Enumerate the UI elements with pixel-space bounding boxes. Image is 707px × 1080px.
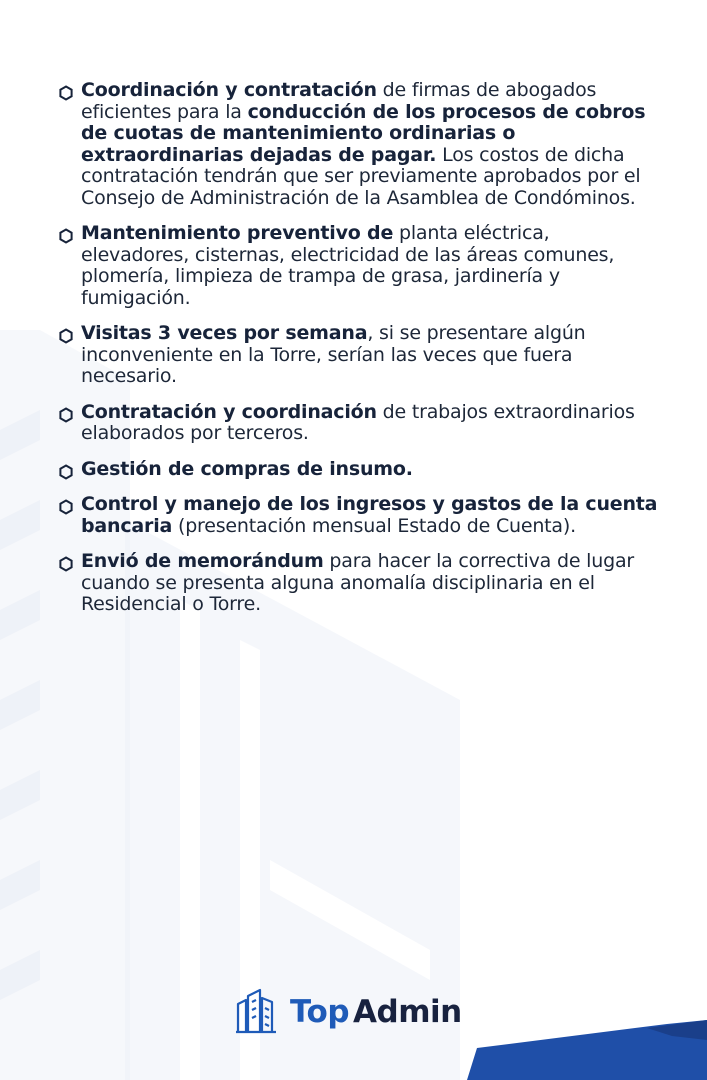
text-phrase: (presentación mensual Estado de Cuenta). bbox=[172, 514, 576, 537]
list-item-text bbox=[81, 551, 658, 616]
list-item bbox=[58, 459, 658, 481]
text-phrase: planta eléctrica, elevadores, cisternas, electricidad de las áreas comunes, plomería, limpieza de trampa de grasa, jardinería y fumigación. bbox=[81, 222, 615, 309]
bold-phrase: Coordinación y contratación bbox=[81, 79, 377, 101]
bold-phrase: Control y manejo de los ingresos y gastos de la cuenta bancaria bbox=[81, 493, 658, 537]
list-item bbox=[58, 323, 658, 388]
list-item bbox=[58, 223, 658, 309]
hexagon-bullet-icon bbox=[58, 464, 74, 480]
list-item bbox=[58, 494, 658, 537]
logo-word-admin: Admin bbox=[353, 994, 462, 1030]
building-logo-icon bbox=[234, 988, 280, 1036]
text-phrase: , si se presentare algún inconveniente en la Torre, serían las veces que fuera necesario. bbox=[81, 322, 586, 387]
bold-phrase: Envió de memorándum bbox=[81, 550, 324, 572]
text-phrase: de trabajos extraordinarios elaborados por terceros. bbox=[81, 400, 635, 444]
list-item-text bbox=[81, 323, 658, 388]
hexagon-bullet-icon bbox=[58, 556, 74, 572]
list-item-text bbox=[81, 402, 658, 445]
list-item-text bbox=[81, 494, 658, 537]
text-phrase: Los costos de dicha contratación tendrán que ser previamente aprobados por el Consejo de Administración de la Asamblea de Condóminos. bbox=[81, 143, 641, 209]
bold-phrase: Gestión de compras de insumo. bbox=[81, 457, 413, 480]
text-phrase: para hacer la correctiva de lugar cuando se presenta alguna anomalía disciplinaria en el Residencial o Torre. bbox=[81, 550, 634, 615]
bold-phrase: conducción de los procesos de cobros de cuotas de mantenimiento ordinarias o extraordinarias dejadas de pagar. bbox=[81, 100, 646, 166]
hexagon-bullet-icon bbox=[58, 499, 74, 515]
hexagon-bullet-icon bbox=[58, 407, 74, 423]
list-item bbox=[58, 80, 658, 209]
list-item bbox=[58, 551, 658, 616]
bold-phrase: Visitas 3 veces por semana bbox=[81, 322, 368, 344]
bold-phrase: Contratación y coordinación bbox=[81, 400, 377, 423]
bold-phrase: Mantenimiento preventivo de bbox=[81, 222, 394, 244]
list-item-text bbox=[81, 223, 658, 309]
list-item-text bbox=[81, 80, 658, 209]
hexagon-bullet-icon bbox=[58, 85, 74, 101]
hexagon-bullet-icon bbox=[58, 228, 74, 244]
list-item-text bbox=[81, 459, 413, 481]
topadmin-logo bbox=[234, 988, 462, 1036]
list-item bbox=[58, 402, 658, 445]
text-phrase: de firmas de abogados eficientes para la bbox=[81, 79, 597, 123]
hexagon-bullet-icon bbox=[58, 328, 74, 344]
corner-decoration bbox=[467, 1020, 707, 1080]
logo-word-top: Top bbox=[290, 994, 350, 1030]
service-list bbox=[58, 80, 658, 630]
